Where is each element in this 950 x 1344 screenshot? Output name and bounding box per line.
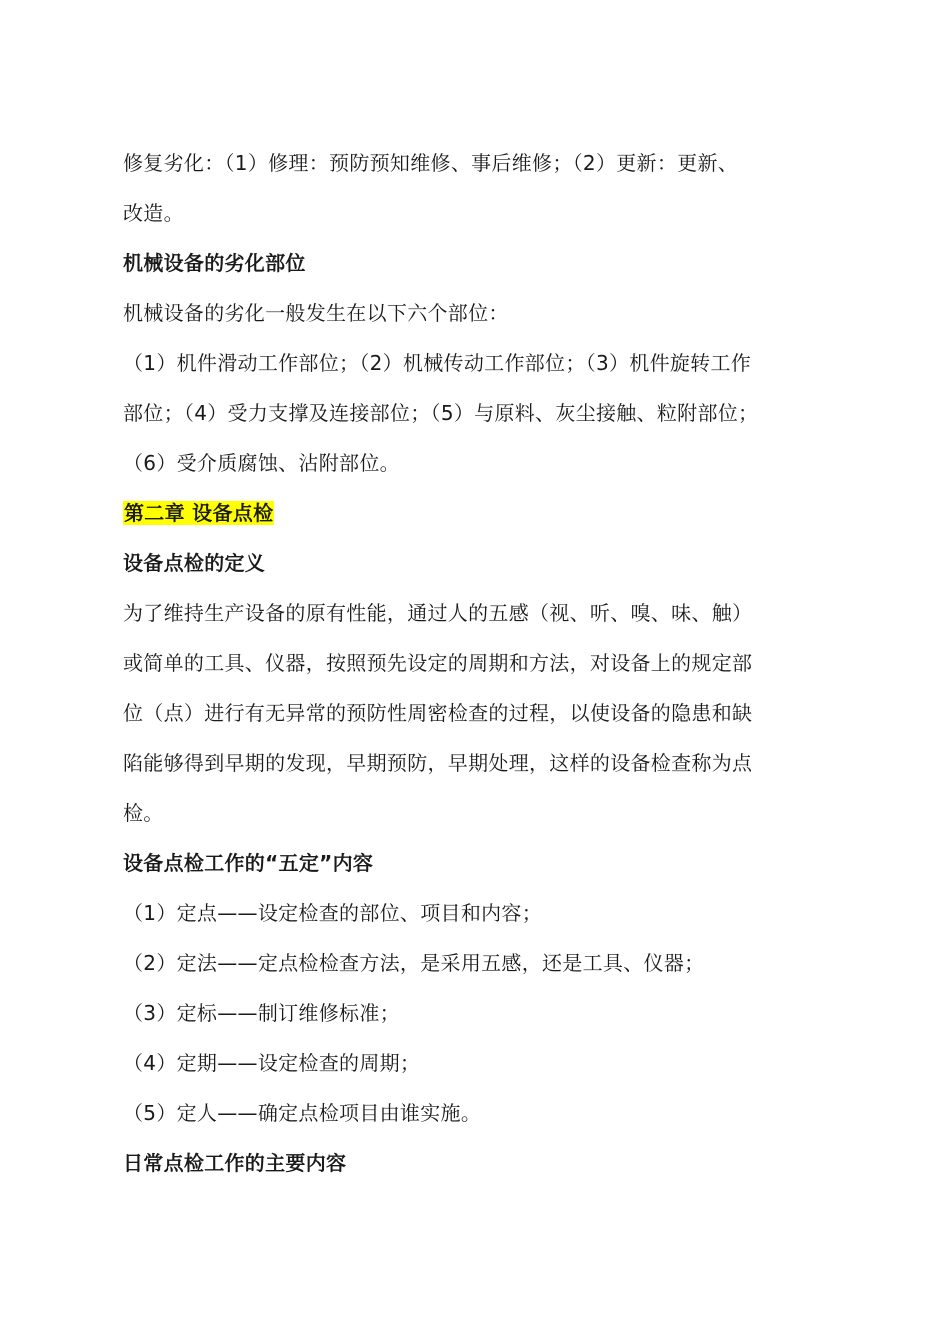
list-item: （5）定人——确定点检项目由谁实施。 <box>123 1101 482 1125</box>
paragraph-line: 陷能够得到早期的发现，早期预防，早期处理，这样的设备检查称为点 <box>123 751 753 775</box>
paragraph-line: 为了维持生产设备的原有性能，通过人的五感（视、听、嗅、味、触） <box>123 601 753 625</box>
list-item: （4）定期——设定检查的周期； <box>123 1051 421 1075</box>
list-item: （2）定法——定点检检查方法，是采用五感，还是工具、仪器； <box>123 951 705 975</box>
paragraph-line: 修复劣化：（1）修理：预防预知维修、事后维修；（2）更新：更新、 <box>123 151 739 175</box>
section-heading: 设备点检工作的“五定”内容 <box>123 851 374 875</box>
document-page <box>123 138 843 1188</box>
paragraph-line: 位（点）进行有无异常的预防性周密检查的过程，以使设备的隐患和缺 <box>123 701 753 725</box>
paragraph-line: 部位；（4）受力支撑及连接部位；（5）与原料、灰尘接触、粒附部位； <box>123 401 759 425</box>
section-heading: 机械设备的劣化部位 <box>123 251 306 275</box>
section-heading: 日常点检工作的主要内容 <box>123 1151 347 1175</box>
chapter-title: 第二章 设备点检 <box>124 501 274 525</box>
list-item: （3）定标——制订维修标准； <box>123 1001 400 1025</box>
paragraph-line: 改造。 <box>123 201 184 225</box>
chapter-heading <box>123 488 843 538</box>
section-heading: 设备点检的定义 <box>123 551 266 575</box>
paragraph-line: （1）机件滑动工作部位；（2）机械传动工作部位；（3）机件旋转工作 <box>123 351 752 375</box>
paragraph-line: （6）受介质腐蚀、沾附部位。 <box>123 451 400 475</box>
paragraph-line: 检。 <box>123 801 164 825</box>
paragraph-line: 或简单的工具、仪器，按照预先设定的周期和方法，对设备上的规定部 <box>123 651 753 675</box>
list-item: （1）定点——设定检查的部位、项目和内容； <box>123 901 543 925</box>
paragraph-line: 机械设备的劣化一般发生在以下六个部位： <box>123 301 509 325</box>
